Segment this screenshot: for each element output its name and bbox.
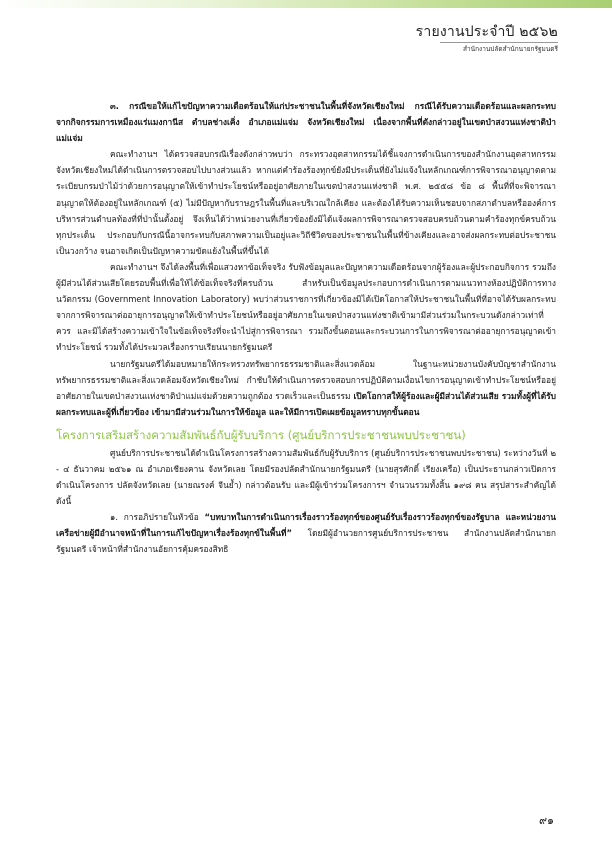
- paragraph-4: ศูนย์บริการประชาชนได้ดำเนินโครงการสร้างความสัมพันธ์กับผู้รับบริการ (ศูนย์บริการประชาชนพบประชาชน) ระหว่างวันที่ ๒ - ๔ ธันวาคม ๒๕๖๑ ณ อำเภอเชียงคาน จังหวัดเลย โดยมีรองปลัดสำนักนายกรัฐมนตรี (นายสุรศักดิ์ เรียงเครือ) เป็นประธานกล่าวเปิดการดำเนินโครงการ ปลัดจังหวัดเลย (นายณรงค์ จีนย้ำ) กล่าวต้อนรับ และมีผู้เข้าร่วมโครงการฯ จำนวนรวมทั้งสิ้น ๑๙๘ คน สรุปสาระสำคัญได้ ดังนี้: [56, 447, 556, 507]
- header-accent-bar: [0, 0, 612, 8]
- paragraph-3-emphasis: เปิดโอกาสให้ผู้ร้องและผู้มีส่วนได้ส่วนเสีย รวมทั้งผู้ที่ได้รับผลกระทบและผู้ที่เกี่ยวข้อง เข้ามามีส่วนร่วมในการให้ข้อมูล และให้มีการเปิดเผยข้อมูลทราบทุกขั้นตอน: [56, 390, 556, 417]
- paragraph-1: คณะทำงานฯ ได้ตรวจสอบกรณีเรื่องดังกล่าวพบว่า กระทรวงอุตสาหกรรมได้ชี้แจงการดำเนินการของสำนักงานอุตสาหกรรมจังหวัดเชียงใหม่ได้ดำเนินการตรวจสอบไปบางส่วนแล้ว หากแต่คำร้องร้องทุกข์ยังมีประเด็นที่ยังไม่แจ้งในหลักเกณฑ์การพิจารณาอนุญาตตามระเบียบกรมป่าไม้ว่าด้วยการอนุญาตให้เข้าทำประโยชน์หรืออยู่อาศัยภายในเขตป่าสงวนแห่งชาติ พ.ศ. ๒๕๕๘ ข้อ ๘ พื้นที่ที่จะพิจารณาอนุญาตให้ต้องอยู่ในหลักเกณฑ์ (๕) ไม่มีปัญหากับราษฎรในพื้นที่และบริเวณใกล้เคียง และต้องได้รับความเห็นชอบจากสภาตำบลหรือองค์การบริหารส่วนตำบลท้องที่ที่ป่านั้นตั้งอยู่ จึงเห็นได้ว่าหน่วยงานที่เกี่ยวข้องยังมิได้แจ้งผลการพิจารณาตรวจสอบครบถ้วนตามคำร้องทุกข์ครบถ้วน ทุกประเด็น ประกอบกับกรณีนี้อาจกระทบกับสภาพความเป็นอยู่และวิถีชีวิตของประชาชนในพื้นที่ข้างเคียงและอาจส่งผลกระทบต่อประชาชนเป็นวงกว้าง จนอาจเกิดเป็นปัญหาความขัดแย้งในพื้นที่ขึ้นได้: [56, 149, 556, 256]
- page-header: [416, 24, 558, 53]
- paragraph-3: [56, 356, 556, 420]
- section-heading: โครงการเสริมสร้างความสัมพันธ์กับผู้รับบริการ (ศูนย์บริการประชาชนพบประชาชน): [56, 427, 466, 442]
- report-subtitle: สำนักงานปลัดสำนักนายกรัฐมนตรี: [463, 45, 558, 53]
- item-3-heading: ๓. กรณีขอให้แก้ไขปัญหาความเดือดร้อนให้แก่ประชาชนในพื้นที่จังหวัดเชียงใหม่ กรณีได้รับความเดือดร้อนและผลกระทบจากกิจกรรมการเหมืองแร่แมงกานีส ตำบลช่างเคิ่ง อำเภอแม่แจ่ม จังหวัดเชียงใหม่ เนื่องจากพื้นที่ดังกล่าวอยู่ในเขตป่าสงวนแห่งชาติป่าแม่แจ่ม: [56, 101, 556, 144]
- item-1-lead: ๑. การอภิปรายในหัวข้อ: [110, 512, 199, 523]
- page-number: ๙๑: [538, 814, 554, 827]
- paragraph-3-text: นายกรัฐมนตรีได้มอบหมายให้กระทรวงทรัพยากรธรรมชาติและสิ่งแวดล้อม ในฐานะหน่วยงานบังคับบัญชาสำนักงานทรัพยากรธรรมชาติและสิ่งแวดล้อมจังหวัดเชียงใหม่ กำชับให้ดำเนินการตรวจสอบการปฏิบัติตามเงื่อนไขการอนุญาตเข้าทำประโยชน์หรืออยู่อาศัยภายในเขตป่าสงวนแห่งชาติป่าแม่แจ่มด้วยความถูกต้อง รวดเร็วและเป็นธรรม: [56, 358, 556, 401]
- item-1-text: โดยมีผู้อำนวยการศูนย์บริการประชาชน สำนักงานปลัดสำนักนายกรัฐมนตรี เจ้าหน้าที่สำนักงานอัยการคุ้มครองสิทธิ: [56, 528, 556, 555]
- page-content: [56, 98, 556, 558]
- paragraph-2: คณะทำงานฯ จึงได้ลงพื้นที่เพื่อแสวงหาข้อเท็จจริง รับฟังข้อมูลและปัญหาความเดือดร้อนจากผู้ร้องและผู้ประกอบกิจการ รวมถึงผู้มีส่วนได้ส่วนเสียโดยรอบพื้นที่เพื่อให้ได้ข้อเท็จจริงที่ครบถ้วน สำหรับเป็นข้อมูลประกอบการดำเนินการตามแนวทางห้องปฏิบัติการทางนวัตกรรม (Government Innovation Laboratory) พบว่าส่วนราชการที่เกี่ยวข้องมิได้เปิดโอกาสให้ประชาชนในพื้นที่ที่อาจได้รับผลกระทบจากการพิจารณาต่ออายุการอนุญาตให้เข้าทำประโยชน์หรืออยู่อาศัยภายในเขตป่าสงวนแห่งชาติเข้ามามีส่วนร่วมในกระบวนดังกล่าวเท่าที่ควร และมิได้สร้างความเข้าใจในข้อเท็จจริงที่จะนำไปสู่การพิจารณา รวมถึงขั้นตอนและกระบวนการในการพิจารณาต่ออายุการอนุญาตเข้าทำประโยชน์ รวมทั้งได้ประมวลเรื่องกราบเรียนนายกรัฐมนตรี: [56, 261, 556, 353]
- header-divider: [440, 42, 558, 43]
- report-title: รายงานประจำปี ๒๕๖๒: [415, 24, 558, 40]
- item-1: [56, 509, 556, 557]
- item-1-topic: “บทบาทในการดำเนินการเรื่องราวร้องทุกข์ของศูนย์รับเรื่องราวร้องทุกข์ของรัฐบาล และหน่วยงานเครือข่ายผู้มีอำนาจหน้าที่ในการแก้ไขปัญหาเรื่องร้องทุกข์ในพื้นที่”: [56, 512, 557, 539]
